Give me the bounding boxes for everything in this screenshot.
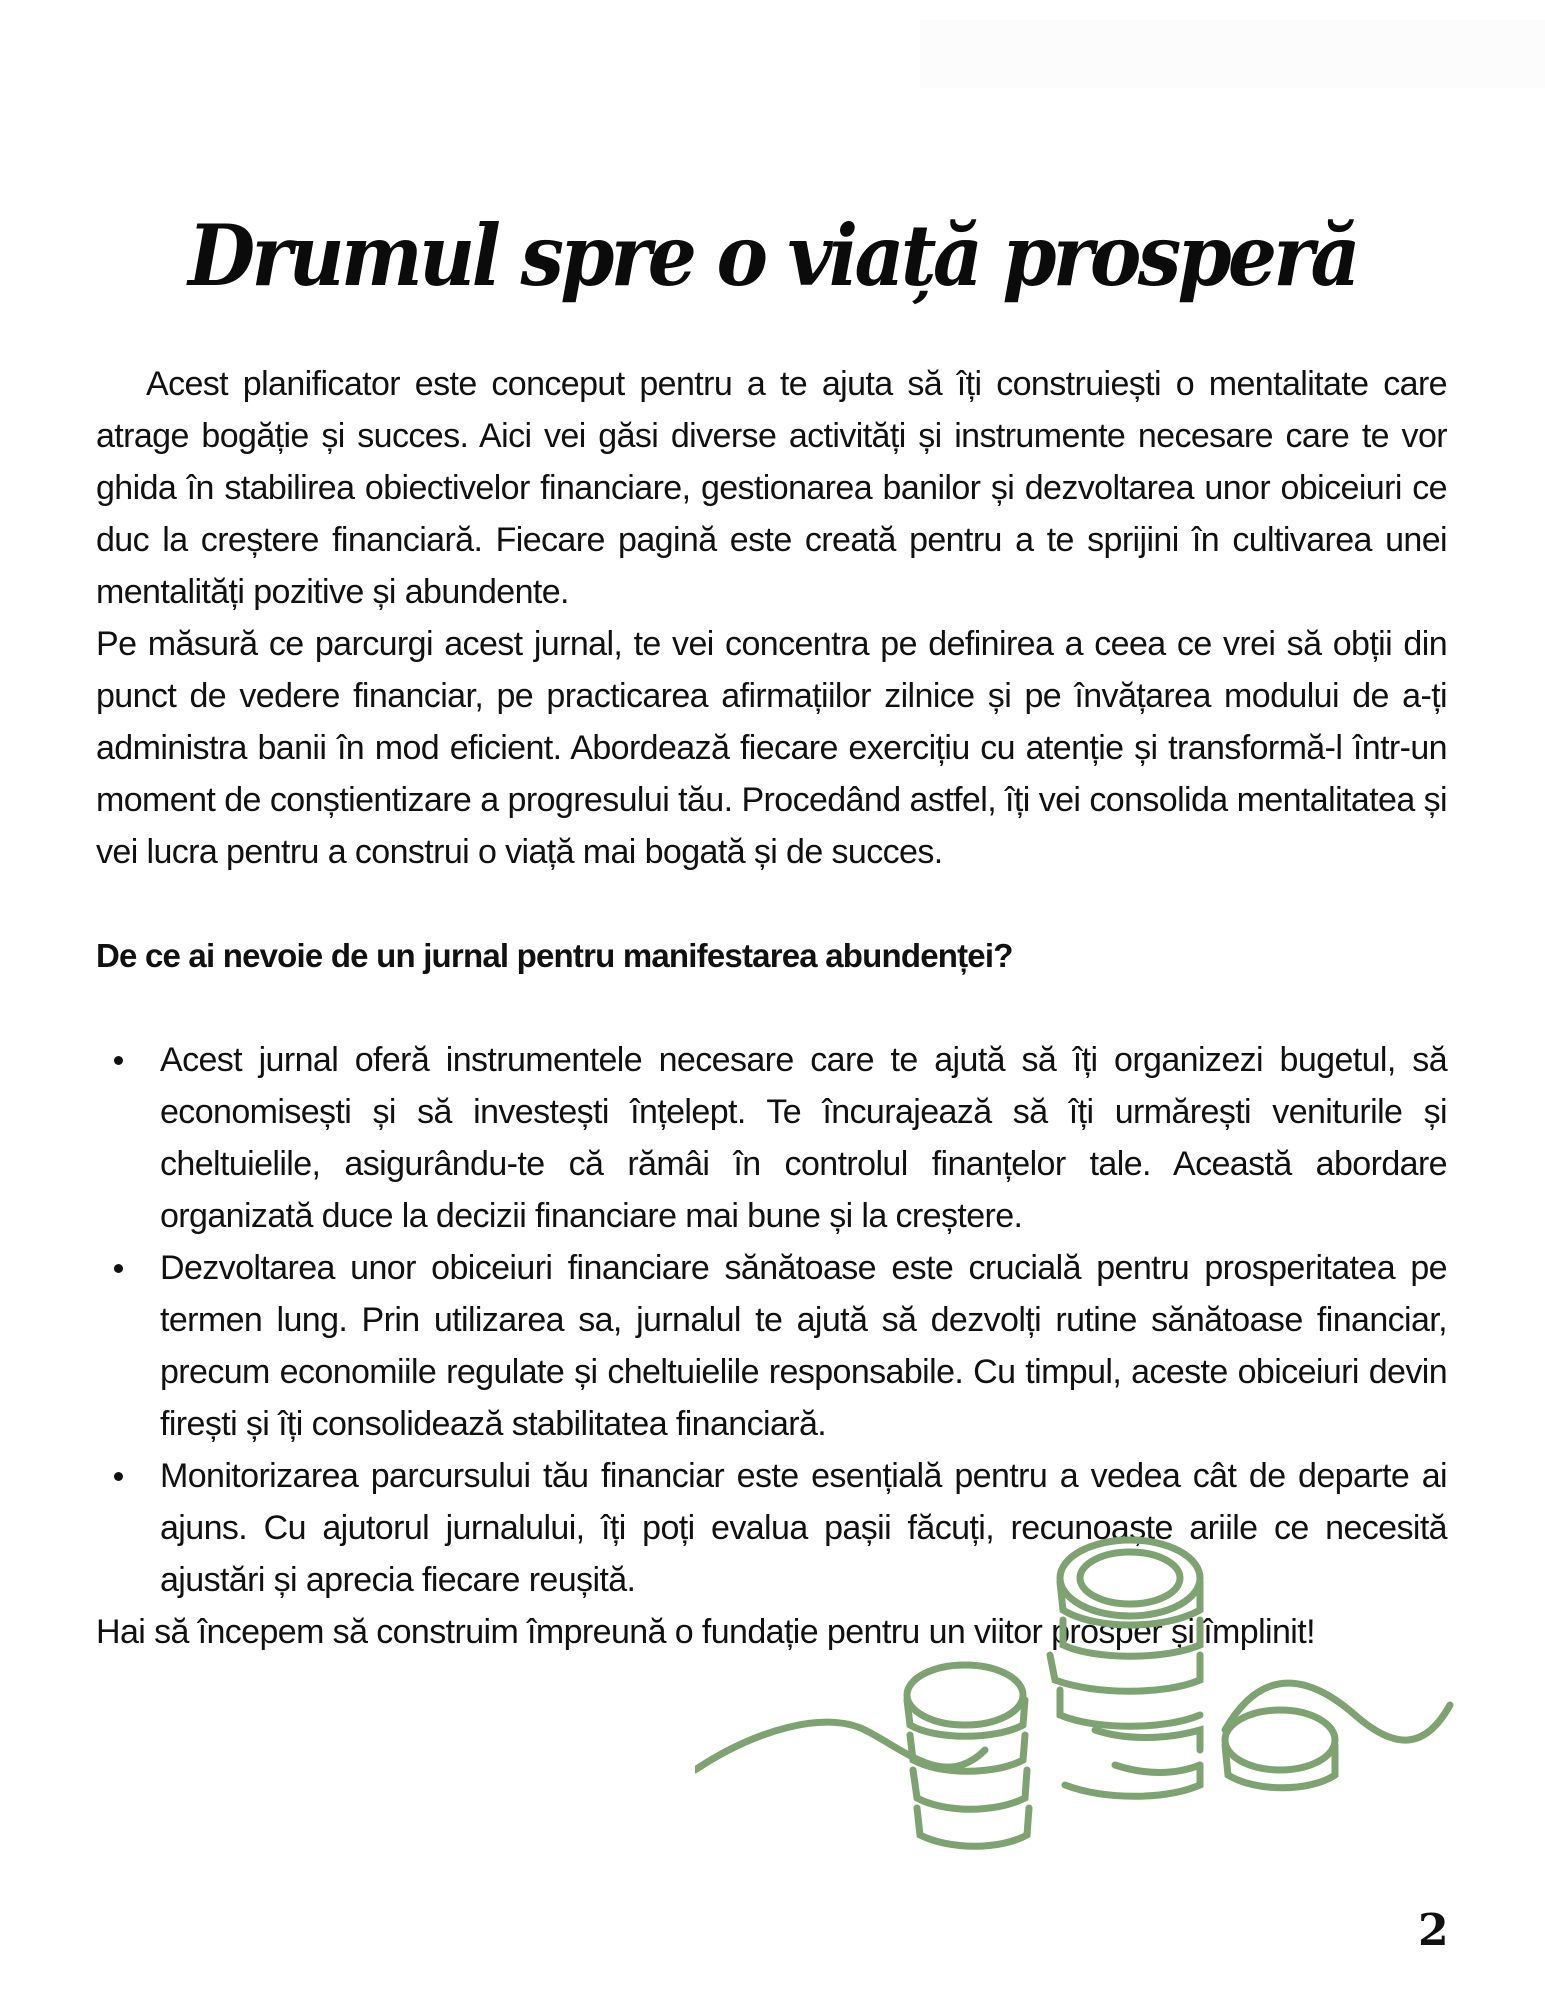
page-title: Drumul spre o viață prosperă [188,206,1357,306]
list-item-text: Monitorizarea parcursului tău financiar este esențială pentru a vedea cât de departe ai ajuns. Cu ajutorul jurnalului, îți poți evalua pașii făcuți, recunoaște ariile ce necesită ajustări și aprecia fiecare reușită. [160,1457,1447,1599]
corner-background-strip [920,20,1545,88]
intro-paragraph: Acest planificator este conceput pentru a te ajuta să îți construiești o mentalitate care atrage bogăție și succes. Aici vei găsi diverse activități și instrumente necesare care te vor ghida în stabilirea obiectivelor financiare, gestionarea banilor și dezvoltarea unor obiceiuri ce duc la creștere financiară. Fiecare pagină este creată pentru a te sprijini în cultivarea unei mentalități pozitive și abundente. [96,365,1447,611]
list-item [160,1034,1447,1242]
list-item [160,1450,1447,1606]
list-item-text: Acest jurnal oferă instrumentele necesare care te ajută să îți organizezi bugetul, să economisești și să investești înțelept. Te încurajează să îți urmărești veniturile și cheltuielile, asigurându-te că rămâi în controlul finanțelor tale. Această abordare organizată duce la decizii financiare mai bune și la creștere. [160,1041,1447,1235]
bullet-icon [114,1264,123,1273]
bullet-icon [114,1056,123,1065]
list-item [160,1242,1447,1450]
document-body [96,358,1447,1658]
section-heading: De ce ai nevoie de un jurnal pentru manifestarea abundenței? [96,937,1013,974]
benefits-list [96,1034,1447,1606]
bullet-icon [114,1472,123,1481]
second-paragraph: Pe măsură ce parcurgi acest jurnal, te vei concentra pe definirea a ceea ce vrei să obții din punct de vedere financiar, pe practicarea afirmațiilor zilnice și pe învățarea modului de a-ți administra banii în mod eficient. Abordează fiecare exercițiu cu atenție și transformă-l într-un moment de conștientizare a progresului tău. Procedând astfel, îți vei consolida mentalitatea și vei lucra pentru a construi o viață mai bogată și de succes. [96,625,1447,871]
list-item-text: Dezvoltarea unor obiceiuri financiare sănătoase este crucială pentru prosperitatea pe termen lung. Prin utilizarea sa, jurnalul te ajută să dezvolți rutine sănătoase financiar, precum economiile regulate și cheltuielile responsabile. Cu timpul, aceste obiceiuri devin firești și îți consolidează stabilitatea financiară. [160,1249,1447,1443]
closing-paragraph: Hai să începem să construim împreună o fundație pentru un viitor prosper și împlinit! [96,1613,1315,1651]
page-number: 2 [1418,1905,1449,1956]
